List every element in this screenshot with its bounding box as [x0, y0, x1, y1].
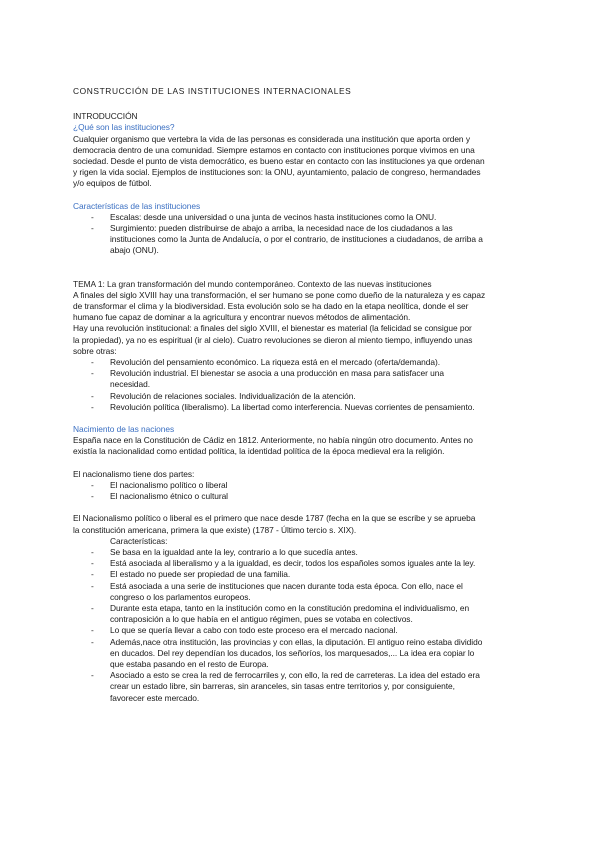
naciones-heading: Nacimiento de las naciones: [73, 424, 175, 435]
list-item-text: en ducados. Del rey dependían los ducados, los señoríos, los marquesados,... La idea era copiar lo: [110, 647, 475, 658]
text-line: Cualquier organismo que vertebra la vida de las personas es considerada una institución que aporta orden y: [73, 133, 470, 144]
text-line: de transformar el clima y la biodiversidad. Esta evolución solo se ha dado en la etapa neolítica, donde el ser: [73, 301, 469, 312]
intro-question: ¿Qué son las instituciones?: [73, 122, 175, 133]
partes-intro: El nacionalismo tiene dos partes:: [73, 468, 195, 479]
text-line: sociedad. Desde el punto de vista democrático, es bueno estar en contacto con las instituciones ya que ordenan: [73, 156, 485, 167]
list-item-text: Revolución política (liberalismo). La libertad como interferencia. Nuevas corrientes de pensamiento.: [110, 401, 475, 412]
text-line: sobre otras:: [73, 345, 117, 356]
list-item-text: Durante esta etapa, tanto en la institución como en la constitución predomina el individualismo, en: [110, 602, 470, 613]
text-line: A finales del siglo XVIII hay una transformación, el ser humano se pone como dueño de la naturaleza y es capaz: [73, 289, 486, 300]
list-item-text: Revolución del pensamiento económico. La riqueza está en el mercado (oferta/demanda).: [110, 357, 441, 368]
list-item: - Revolución política (liberalismo). La libertad como interferencia. Nuevas corrientes de pensamiento.: [73, 402, 533, 413]
caracteristicas-list: [73, 212, 533, 257]
intro-body: [73, 134, 533, 190]
list-item-text: Está asociada al liberalismo y a la igualdad, es decir, todos los españoles somos iguales ante la ley.: [110, 558, 476, 569]
list-item: - Durante esta etapa, tanto en la institución como en la constitución predomina el individualismo, en contraposición a lo que había en el antiguo régimen, pues se votaba en colectivos.: [73, 603, 533, 625]
document-title: CONSTRUCCIÓN DE LAS INSTITUCIONES INTERNACIONALES: [73, 86, 352, 96]
tema1-body: [73, 290, 533, 357]
list-item-text: que estaba pasando en el resto de Europa.: [110, 658, 269, 669]
text-line: existía la nacionalidad como entidad política, la identidad política de la época medieval era la religión.: [73, 446, 445, 457]
list-item-text: congreso o los parlamentos europeos.: [110, 591, 251, 602]
list-item-text: instituciones como la Junta de Andalucía, o por el contrario, de instituciones a ciudadanos, de arriba a: [110, 234, 483, 245]
list-item: - Asociado a esto se crea la red de ferrocarriles y, con ello, la red de carreteras. La idea del estado era crear un estado libre, sin barreras, sin aranceles, sin tasas entre territorios y, por consiguiente, favorecer este mercado.: [73, 670, 533, 704]
caracteristicas-heading: Características de las instituciones: [73, 200, 201, 211]
revoluciones-list: [73, 357, 533, 413]
list-item: - Se basa en la igualdad ante la ley, contrario a lo que sucedía antes.: [73, 547, 533, 558]
tema1-heading: TEMA 1: La gran transformación del mundo contemporáneo. Contexto de las nuevas instituciones: [73, 278, 432, 289]
list-item: - El nacionalismo político o liberal: [73, 480, 533, 491]
list-item-text: Está asociada a una serie de instituciones que nacen durante toda esta época. Con ello, nace el: [110, 580, 463, 591]
caracteristicas-label: Características:: [110, 535, 168, 546]
text-line: El Nacionalismo político o liberal es el primero que nace desde 1787 (fecha en la que se escribe y se aprueba: [73, 513, 476, 524]
list-item: - El estado no puede ser propiedad de una familia.: [73, 569, 533, 580]
intro-heading: INTRODUCCIÓN: [73, 111, 138, 122]
list-item-text: El nacionalismo étnico o cultural: [110, 491, 228, 502]
naciones-body: [73, 435, 533, 457]
list-item: - Está asociada a una serie de instituciones que nacen durante toda esta época. Con ello, nace el congreso o los parlamentos europeos.: [73, 581, 533, 603]
list-item-text: Revolución de relaciones sociales. Individualización de la atención.: [110, 390, 356, 401]
list-item-text: favorecer este mercado.: [110, 692, 200, 703]
list-item: - El nacionalismo étnico o cultural: [73, 491, 533, 502]
text-line: España nace en la Constitución de Cádiz en 1812. Anteriormente, no había ningún otro documento. Antes no: [73, 435, 473, 446]
text-line: humano fue capaz de dominar a la agricultura y encontrar nuevos métodos de alimentación.: [73, 312, 411, 323]
list-item: - Revolución del pensamiento económico. La riqueza está en el mercado (oferta/demanda).: [73, 357, 533, 368]
list-item-text: El nacionalismo político o liberal: [110, 479, 228, 490]
text-line: la constitución americana, primera la que existe) (1787 - Último tercio s. XIX).: [73, 524, 357, 535]
list-item: - Está asociada al liberalismo y a la igualdad, es decir, todos los españoles somos iguales ante la ley.: [73, 558, 533, 569]
list-item-text: contraposición a lo que había en el antiguo régimen, pues se votaba en colectivos.: [110, 614, 413, 625]
text-line: democracia dentro de una comunidad. Siempre estamos en contacto con instituciones porque vivimos en una: [73, 144, 475, 155]
list-item-text: Además,nace otra institución, las provincias y con ellas, la diputación. El antiguo reino estaba dividido: [110, 636, 483, 647]
partes-list: [73, 480, 533, 502]
politico-caracteristicas-list: [73, 547, 533, 704]
list-item-text: abajo (ONU).: [110, 245, 159, 256]
list-item: - Surgimiento: pueden distribuirse de abajo a arriba, la necesidad nace de los ciudadanos a las instituciones como la Junta de Andalucía, o por el contrario, de instituciones a ciudadanos, de arriba a abajo (ONU).: [73, 223, 533, 257]
list-item-text: El estado no puede ser propiedad de una familia.: [110, 569, 291, 580]
list-item-text: Asociado a esto se crea la red de ferrocarriles y, con ello, la red de carreteras. La idea del estado era: [110, 670, 480, 681]
list-item-text: Surgimiento: pueden distribuirse de abajo a arriba, la necesidad nace de los ciudadanos a las: [110, 223, 453, 234]
text-line: y/o equipos de fútbol.: [73, 178, 152, 189]
list-item: - Lo que se quería llevar a cabo con todo este proceso era el mercado nacional.: [73, 625, 533, 636]
list-item-text: crear un estado libre, sin barreras, sin aranceles, sin tasas entre territorios y, por consiguiente,: [110, 681, 455, 692]
document-content: [73, 86, 533, 704]
list-item-text: Escalas: desde una universidad o una junta de vecinos hasta instituciones como la ONU.: [110, 211, 437, 222]
list-item: - Escalas: desde una universidad o una junta de vecinos hasta instituciones como la ONU.: [73, 212, 533, 223]
list-item-text: Se basa en la igualdad ante la ley, contrario a lo que sucedía antes.: [110, 546, 358, 557]
list-item: - Además,nace otra institución, las provincias y con ellas, la diputación. El antiguo reino estaba dividido en ducados. Del rey dependían los ducados, los señoríos, los marquesados,... La idea era copiar lo que estaba pasando en el resto de Europa.: [73, 637, 533, 671]
list-item: - Revolución industrial. El bienestar se asocia a una producción en masa para satisfacer una necesidad.: [73, 368, 533, 390]
list-item-text: Revolución industrial. El bienestar se asocia a una producción en masa para satisfacer una: [110, 368, 444, 379]
list-item-text: Lo que se quería llevar a cabo con todo este proceso era el mercado nacional.: [110, 625, 398, 636]
text-line: y rigen la vida social. Ejemplos de instituciones son: la ONU, ayuntamiento, palacio de congreso, hermandades: [73, 167, 481, 178]
text-line: la propiedad), ya no es espiritual (ir al cielo). Cuatro revoluciones se dieron al miento tiempo, influyendo unas: [73, 334, 473, 345]
politico-body: [73, 513, 533, 535]
text-line: Hay una revolución institucional: a finales del siglo XVIII, el bienestar es material (la felicidad se consigue por: [73, 323, 472, 334]
list-item-text: necesidad.: [110, 379, 151, 390]
list-item: - Revolución de relaciones sociales. Individualización de la atención.: [73, 391, 533, 402]
